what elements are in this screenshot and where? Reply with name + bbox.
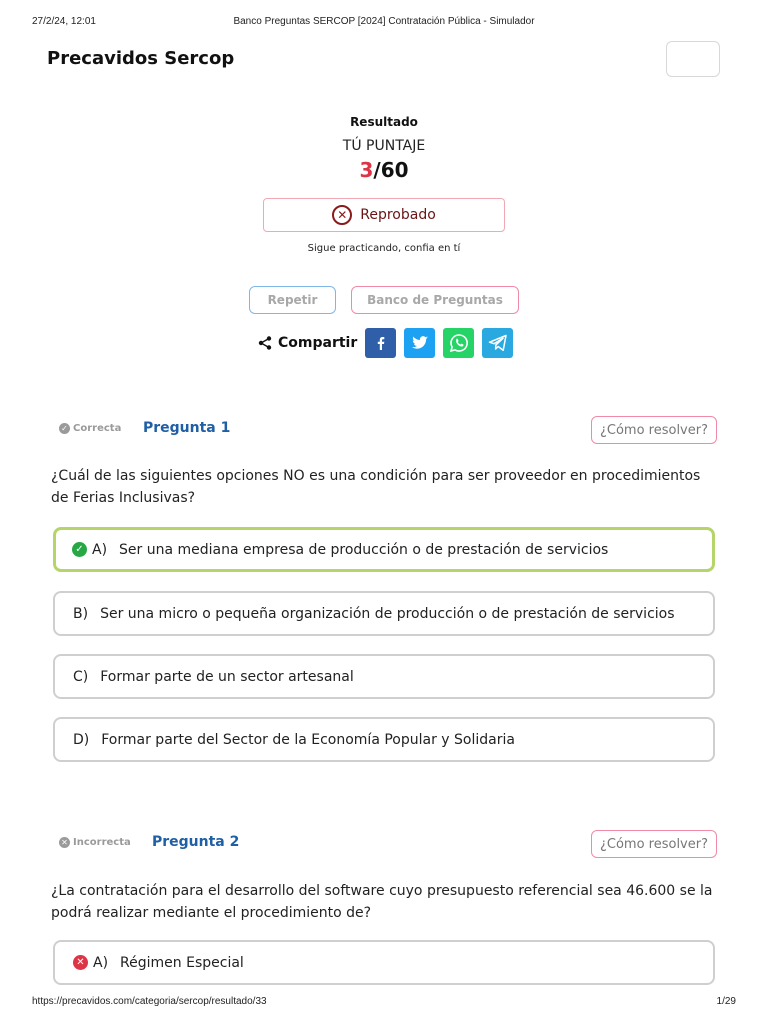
- share-row: [258, 328, 521, 358]
- option-b[interactable]: [53, 591, 715, 636]
- x-circle-icon: ✕: [73, 955, 88, 970]
- how-to-solve-button[interactable]: ¿Cómo resolver?: [591, 416, 717, 444]
- check-circle-icon: ✓: [59, 423, 70, 434]
- question-status: [59, 837, 131, 848]
- share-telegram-button[interactable]: [482, 328, 513, 358]
- question-bank-button[interactable]: Banco de Preguntas: [351, 286, 519, 314]
- option-letter: A): [93, 954, 109, 971]
- print-url: https://precavidos.com/categoria/sercop/resultado/33: [32, 996, 267, 1007]
- score-total: /60: [373, 158, 409, 182]
- print-page-count: 1/29: [716, 996, 736, 1007]
- option-text: Régimen Especial: [120, 954, 244, 971]
- x-circle-icon: ✕: [59, 837, 70, 848]
- result-heading: Resultado: [350, 115, 418, 129]
- whatsapp-icon: [449, 333, 469, 353]
- print-header: [32, 16, 736, 30]
- option-a[interactable]: [53, 940, 715, 985]
- option-letter: D): [73, 731, 90, 748]
- status-badge: [263, 198, 505, 232]
- option-text: Ser una micro o pequeña organización de producción o de prestación de servicios: [100, 605, 675, 622]
- share-whatsapp-button[interactable]: [443, 328, 474, 358]
- print-doc-title: Banco Preguntas SERCOP [2024] Contratación Pública - Simulador: [233, 16, 535, 27]
- twitter-icon: [412, 336, 428, 350]
- share-label: [258, 335, 357, 351]
- option-text: Formar parte del Sector de la Economía Popular y Solidaria: [101, 731, 515, 748]
- share-facebook-button[interactable]: [365, 328, 396, 358]
- question-text: ¿Cuál de las siguientes opciones NO es una condición para ser proveedor en procedimientos de Ferias Inclusivas?: [51, 468, 701, 506]
- share-text: Compartir: [278, 335, 358, 351]
- repeat-button[interactable]: Repetir: [249, 286, 336, 314]
- question-header: [59, 830, 717, 858]
- status-text: Reprobado: [360, 207, 436, 223]
- option-d[interactable]: [53, 717, 715, 762]
- check-circle-icon: ✓: [72, 542, 87, 557]
- print-date: 27/2/24, 12:01: [32, 16, 96, 27]
- question-status: [59, 423, 121, 434]
- print-footer: [32, 996, 736, 1010]
- option-letter: B): [73, 605, 89, 622]
- option-a[interactable]: [53, 527, 715, 572]
- encouragement-text: Sigue practicando, confia en tí: [307, 243, 461, 254]
- share-icon: [258, 336, 272, 350]
- how-to-solve-button[interactable]: ¿Cómo resolver?: [591, 830, 717, 858]
- option-text: Ser una mediana empresa de producción o de prestación de servicios: [119, 541, 609, 558]
- telegram-icon: [488, 334, 508, 352]
- score-got: 3: [359, 158, 374, 182]
- option-letter: A): [92, 541, 108, 558]
- score-value: [0, 158, 768, 182]
- question-title: Pregunta 1: [143, 420, 231, 436]
- option-text: Formar parte de un sector artesanal: [100, 668, 354, 685]
- brand-title[interactable]: Precavidos Sercop: [47, 48, 235, 69]
- share-twitter-button[interactable]: [404, 328, 435, 358]
- question-title: Pregunta 2: [152, 834, 240, 850]
- facebook-icon: [374, 336, 388, 350]
- option-letter: C): [73, 668, 89, 685]
- option-c[interactable]: [53, 654, 715, 699]
- question-text: ¿La contratación para el desarrollo del software cuyo presupuesto referencial sea 46.600 se la podrá realizar mediante el procedimiento de?: [51, 883, 713, 921]
- menu-toggle-button[interactable]: [666, 41, 720, 77]
- question-status-text: Correcta: [73, 423, 122, 434]
- question-header: [59, 416, 717, 444]
- fail-x-icon: ✕: [332, 205, 352, 225]
- score-label: TÚ PUNTAJE: [342, 138, 426, 154]
- question-status-text: Incorrecta: [73, 837, 131, 848]
